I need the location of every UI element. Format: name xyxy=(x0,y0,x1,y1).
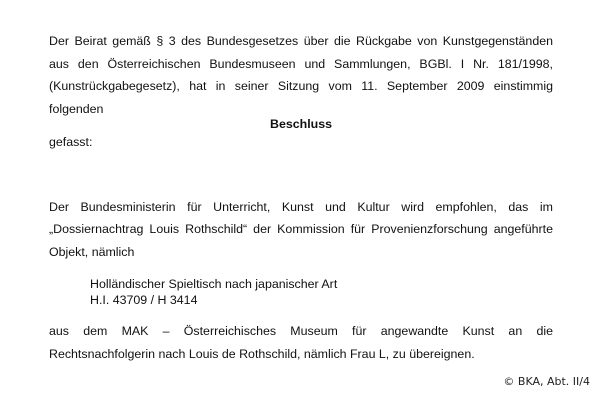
intro-paragraph: Der Beirat gemäß § 3 des Bundesgesetzes über die Rückgabe von Kunstgegenständen aus den Österreichischen Bundesmuseen und Sammlungen, BGBl. I Nr. 181/1998, (Kunstrückgabegesetz), hat in seiner Sitzung vom 11. September 2009 einstimmig folgenden xyxy=(49,34,553,116)
object-block xyxy=(49,277,553,308)
conclusion-paragraph: aus dem MAK – Österreichisches Museum für angewandte Kunst an die Rechtsnachfolgerin nach Louis de Rothschild, nämlich Frau L, zu übereignen. xyxy=(49,324,553,361)
copyright-credit: © BKA, Abt. II/4 xyxy=(503,375,590,388)
object-title: Holländischer Spieltisch nach japanischer Art xyxy=(90,277,338,291)
resolution-heading: Beschluss xyxy=(270,117,332,131)
recommendation-paragraph: Der Bundesministerin für Unterricht, Kunst und Kultur wird empfohlen, das im „Dossiernachtrag Louis Rothschild“ der Kommission für Provenienzforschung angeführte Objekt, nämlich xyxy=(49,199,553,259)
document-body xyxy=(49,30,553,365)
object-inventory-number: H.I. 43709 / H 3414 xyxy=(90,292,198,307)
gefasst-label: gefasst: xyxy=(49,135,93,149)
